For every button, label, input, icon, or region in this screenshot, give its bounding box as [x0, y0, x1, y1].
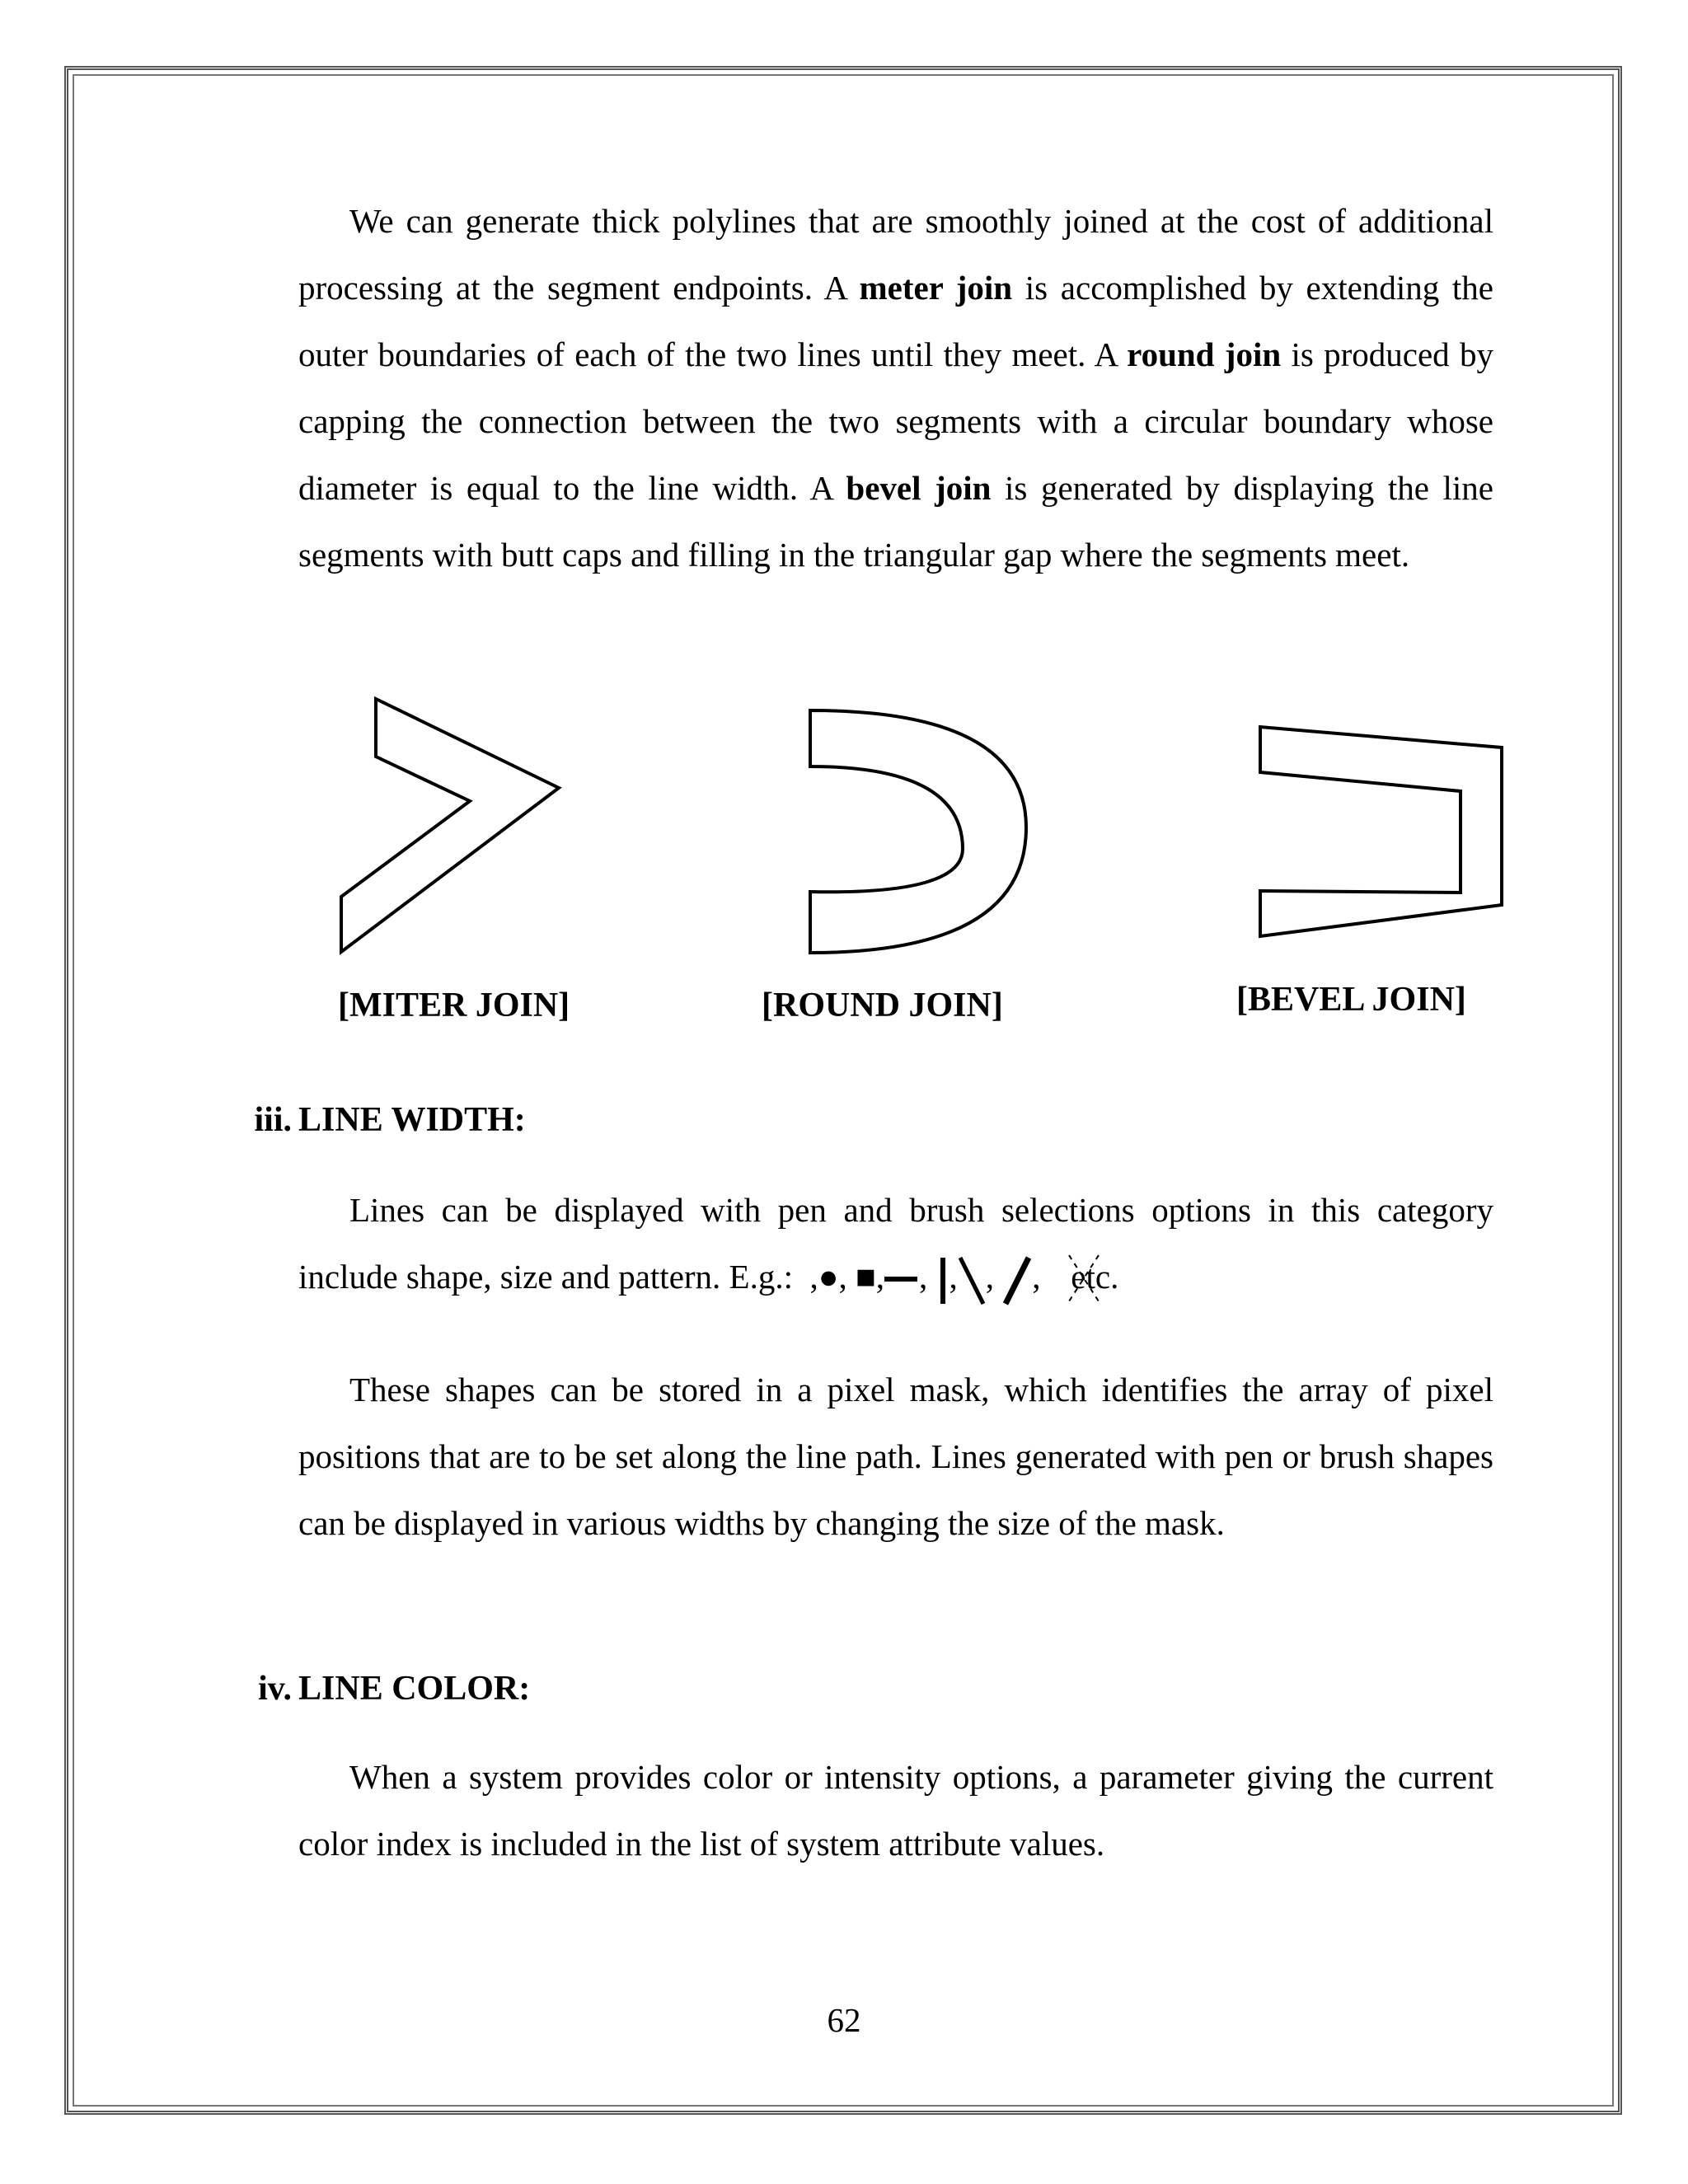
paragraph-text: is produced by capping the connection between the two segments with a circular boundary whose diameter is equal to the line width. A	[298, 335, 1493, 507]
brush-symbols: ,●, ■, , , , ,	[801, 1258, 1071, 1296]
paragraph-line-width	[298, 1177, 1493, 1310]
paragraph-text: is generated by displaying the line segments with butt caps and filling in the triangular gap where the segments meet.	[298, 469, 1494, 574]
paragraph-line-color	[298, 1744, 1493, 1877]
paragraph-text: These shapes can be stored in a pixel mask, which identifies the array of pixel positions that are to be set along the line path. Lines generated with pen or brush shapes can be displayed in various widths by changing the size of the mask.	[298, 1371, 1493, 1542]
round-join-shape	[810, 710, 1026, 953]
term-round-join: round join	[1127, 335, 1282, 373]
dot-brush-icon: ●	[818, 1258, 839, 1296]
page-number: 62	[827, 2001, 861, 2039]
slash-brush-icon	[1002, 1256, 1032, 1305]
paragraph-text: is accomplished by extending the outer boundaries of each of the two lines until they meet. A	[298, 269, 1493, 373]
section-title: LINE WIDTH:	[298, 1101, 526, 1139]
backslash-brush-icon	[958, 1256, 986, 1305]
section-number: iii.	[254, 1101, 292, 1139]
square-brush-icon: ■	[856, 1258, 876, 1296]
term-meter-join: meter join	[859, 269, 1013, 307]
bevel-join-shape	[1260, 727, 1502, 936]
section-heading-line-width	[254, 1099, 526, 1141]
section-number: iv.	[258, 1670, 292, 1708]
paragraph-pixel-mask	[298, 1357, 1493, 1557]
miter-join-label: [MITER JOIN]	[338, 987, 570, 1024]
paragraph-text: Lines can be displayed with pen and brush selections options in this category include shape, size and pattern. E.g.:	[298, 1191, 1493, 1296]
bevel-join-label: [BEVEL JOIN]	[1236, 981, 1466, 1019]
paragraph-text: We can generate thick polylines that are smoothly joined at the cost of additional processing at the segment endpoints. A	[298, 202, 1493, 307]
horizontal-line-brush-icon	[884, 1264, 919, 1297]
vertical-line-brush-icon	[936, 1256, 950, 1305]
paragraph-text: etc.	[1071, 1258, 1119, 1296]
paragraph-text: When a system provides color or intensity options, a parameter giving the current color index is included in the list of system attribute values.	[298, 1758, 1493, 1863]
term-bevel-join: bevel join	[846, 469, 992, 507]
round-join-label: [ROUND JOIN]	[762, 987, 1003, 1024]
miter-join-shape	[341, 699, 559, 952]
section-heading-line-color	[258, 1668, 531, 1709]
section-title: LINE COLOR:	[298, 1670, 531, 1708]
